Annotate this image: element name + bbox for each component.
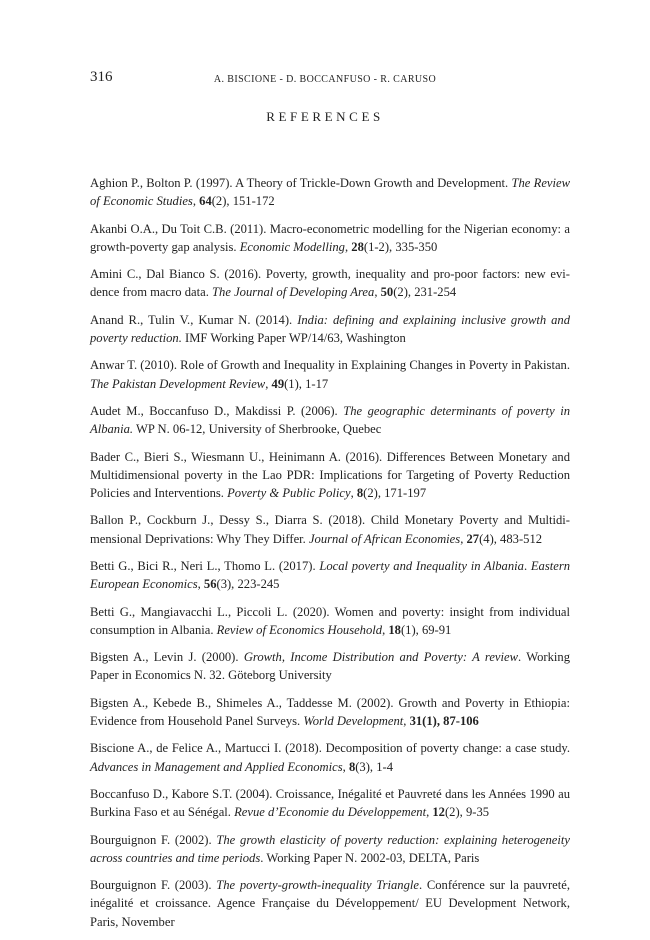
reference-text: , bbox=[374, 285, 381, 300]
reference-entry-betti-2020 bbox=[90, 603, 570, 639]
reference-text: (1-2), 335-350 bbox=[363, 239, 438, 254]
reference-title-italic: Growth, Income Distribution and Poverty: A review bbox=[243, 650, 519, 665]
reference-text: , bbox=[426, 805, 433, 820]
reference-text: Anand R., Tulin V., Kumar N. (2014). bbox=[90, 312, 298, 327]
page-number: 316 bbox=[90, 69, 113, 85]
reference-volume-bold: 50 bbox=[380, 285, 394, 300]
reference-volume-bold: 27 bbox=[466, 531, 480, 546]
reference-entry-betti-2017 bbox=[90, 557, 570, 593]
reference-text: , bbox=[265, 376, 272, 391]
reference-volume-bold: 64 bbox=[199, 194, 212, 209]
reference-text: (3), 223-245 bbox=[216, 577, 280, 592]
reference-title-italic: The geographic determinants of poverty in Albania. bbox=[90, 403, 570, 437]
reference-text: Boccanfuso D., Kabore S.T. (2004). Croissance, Inégalité et Pauvreté dans les Années 1990 au Burkina Faso et au Sénégal. bbox=[90, 786, 570, 820]
reference-title-italic: Poverty & Public Policy bbox=[227, 485, 351, 500]
reference-title-italic: The Journal of Developing Area bbox=[212, 285, 375, 300]
reference-text: (4), 483-512 bbox=[479, 531, 543, 546]
reference-entry-bourguignon-2002 bbox=[90, 831, 570, 867]
reference-volume-bold: (1), 87-106 bbox=[422, 713, 479, 728]
reference-text: . Working Paper in Economics N. 32. Göteborg University bbox=[90, 650, 570, 683]
reference-text: Biscione A., de Felice A., Martucci I. (2018). Decomposition of poverty change: a case study. bbox=[90, 741, 570, 756]
reference-title-italic: The Review of Economic Studies bbox=[90, 176, 570, 209]
reference-text: Audet M., Boccanfuso D., Makdissi P. (2006). bbox=[90, 403, 344, 418]
reference-text: Anwar T. (2010). Role of Growth and Inequality in Explaining Changes in Poverty in Pakistan. bbox=[90, 358, 570, 373]
reference-text: Betti G., Bici R., Neri L., Thomo L. (2017). bbox=[90, 558, 320, 573]
reference-volume-bold: 56 bbox=[203, 577, 217, 592]
reference-title-italic: Economic Modelling bbox=[239, 239, 345, 254]
reference-entry-bigsten-2002 bbox=[90, 694, 570, 730]
reference-title-italic: Eastern European Economics bbox=[90, 558, 571, 592]
reference-entry-ballon-2018 bbox=[90, 511, 570, 547]
reference-title-italic: The growth elasticity of poverty reduction: explaining heterogeneity across countries and time periods bbox=[90, 832, 570, 865]
reference-entry-bigsten-2000 bbox=[90, 648, 570, 684]
reference-entry-akanbi-2011 bbox=[90, 220, 570, 256]
reference-entry-anand-2014 bbox=[90, 311, 570, 347]
running-head-authors: A. BISCIONE - D. BOCCANFUSO - R. CARUSO bbox=[213, 74, 437, 85]
reference-text: (2), 171-197 bbox=[363, 485, 427, 500]
reference-volume-bold: 31 bbox=[409, 713, 423, 728]
reference-volume-bold: 28 bbox=[351, 239, 364, 254]
reference-entry-biscione-2018 bbox=[90, 739, 570, 775]
reference-title-italic: The poverty-growth-inequality Triangle bbox=[216, 878, 419, 893]
reference-title-italic: The Pakistan Development Review bbox=[90, 376, 266, 391]
reference-title-italic: Revue d’Economie du Développement bbox=[234, 805, 427, 820]
reference-title-italic: Journal of African Economies bbox=[308, 531, 461, 546]
reference-text: Bourguignon F. (2003). bbox=[90, 878, 217, 893]
reference-entry-anwar-2010 bbox=[90, 356, 570, 392]
reference-text: (3), 1-4 bbox=[355, 759, 394, 774]
reference-text: . bbox=[523, 558, 531, 573]
reference-volume-bold: 12 bbox=[432, 805, 445, 820]
reference-text: Bourguignon F. (2002). bbox=[90, 832, 217, 847]
reference-text: , bbox=[403, 713, 410, 728]
reference-volume-bold: 18 bbox=[388, 622, 401, 637]
reference-text: Bigsten A., Levin J. (2000). bbox=[90, 650, 244, 665]
reference-title-italic: India: defining and explaining inclusive growth and poverty reduction. bbox=[90, 312, 571, 345]
reference-title-italic: World Development bbox=[303, 713, 404, 728]
reference-title-italic: Advances in Management and Applied Economics bbox=[90, 759, 343, 774]
reference-text: Bader C., Bieri S., Wiesmann U., Heinimann A. (2016). Differences Between Monetary and Multidimensional poverty in the Lao PDR: Implications for Targeting of Poverty Reduction Policies and Interventions. bbox=[90, 449, 570, 500]
reference-title-italic: Local poverty and Inequality in Albania bbox=[319, 558, 524, 573]
reference-text: , bbox=[460, 531, 467, 546]
reference-entry-audet-2006 bbox=[90, 402, 570, 438]
reference-text: Aghion P., Bolton P. (1997). A Theory of Trickle-Down Growth and Development. bbox=[90, 176, 512, 190]
reference-list bbox=[90, 174, 570, 940]
references-heading: REFERENCES bbox=[266, 109, 384, 124]
reference-text: (2), 231-254 bbox=[393, 285, 457, 300]
reference-text: . Conférence sur la pauvreté, inégalité et croissance. Agence Française du Développement/ EU Development Network, Paris, November bbox=[90, 878, 570, 929]
reference-text: (2), 151-172 bbox=[211, 194, 275, 209]
reference-text: , bbox=[350, 485, 357, 500]
reference-entry-bourguignon-2003 bbox=[90, 876, 570, 931]
reference-text: , bbox=[192, 194, 200, 209]
reference-volume-bold: 8 bbox=[356, 485, 364, 500]
reference-text: Bigsten A., Kebede B., Shimeles A., Taddesse M. (2002). Growth and Poverty in Ethiopia: Evidence from Household Panel Surveys. bbox=[90, 695, 570, 728]
reference-text: (1), 1-17 bbox=[284, 376, 329, 391]
reference-text: , bbox=[197, 577, 204, 592]
reference-title-italic: Review of Economics Household bbox=[216, 622, 383, 637]
reference-text: WP N. 06-12, University of Sherbrooke, Quebec bbox=[133, 422, 382, 437]
reference-entry-amini-2016 bbox=[90, 265, 570, 301]
reference-entry-boccanfuso-2004 bbox=[90, 785, 570, 821]
reference-text: . Working Paper N. 2002-03, DELTA, Paris bbox=[260, 850, 480, 865]
reference-text: Akanbi O.A., Du Toit C.B. (2011). Macro-econometric modelling for the Nigerian economy: a growth-poverty gap analysis. bbox=[90, 221, 570, 254]
reference-text: , bbox=[382, 622, 389, 637]
reference-text: IMF Working Paper WP/14/63, Washington bbox=[181, 330, 406, 345]
reference-volume-bold: 8 bbox=[348, 759, 356, 774]
reference-entry-aghion-1997 bbox=[90, 174, 570, 210]
reference-text: (2), 9-35 bbox=[444, 805, 490, 820]
reference-text: Ballon P., Cockburn J., Dessy S., Diarra S. (2018). Child Monetary Poverty and Multidimensional Deprivations: Why They Differ. bbox=[90, 513, 570, 546]
reference-text: Betti G., Mangiavacchi L., Piccoli L. (2020). Women and poverty: insight from individual consumption in Albania. bbox=[90, 604, 570, 637]
reference-entry-bader-2016 bbox=[90, 448, 570, 503]
reference-text: , bbox=[344, 239, 352, 254]
reference-text: (1), 69-91 bbox=[400, 622, 452, 637]
reference-volume-bold: 49 bbox=[271, 376, 285, 391]
reference-text: , bbox=[342, 759, 349, 774]
reference-text: Amini C., Dal Bianco S. (2016). Poverty, growth, inequality and pro-poor factors: new evidence from macro data. bbox=[90, 267, 570, 300]
